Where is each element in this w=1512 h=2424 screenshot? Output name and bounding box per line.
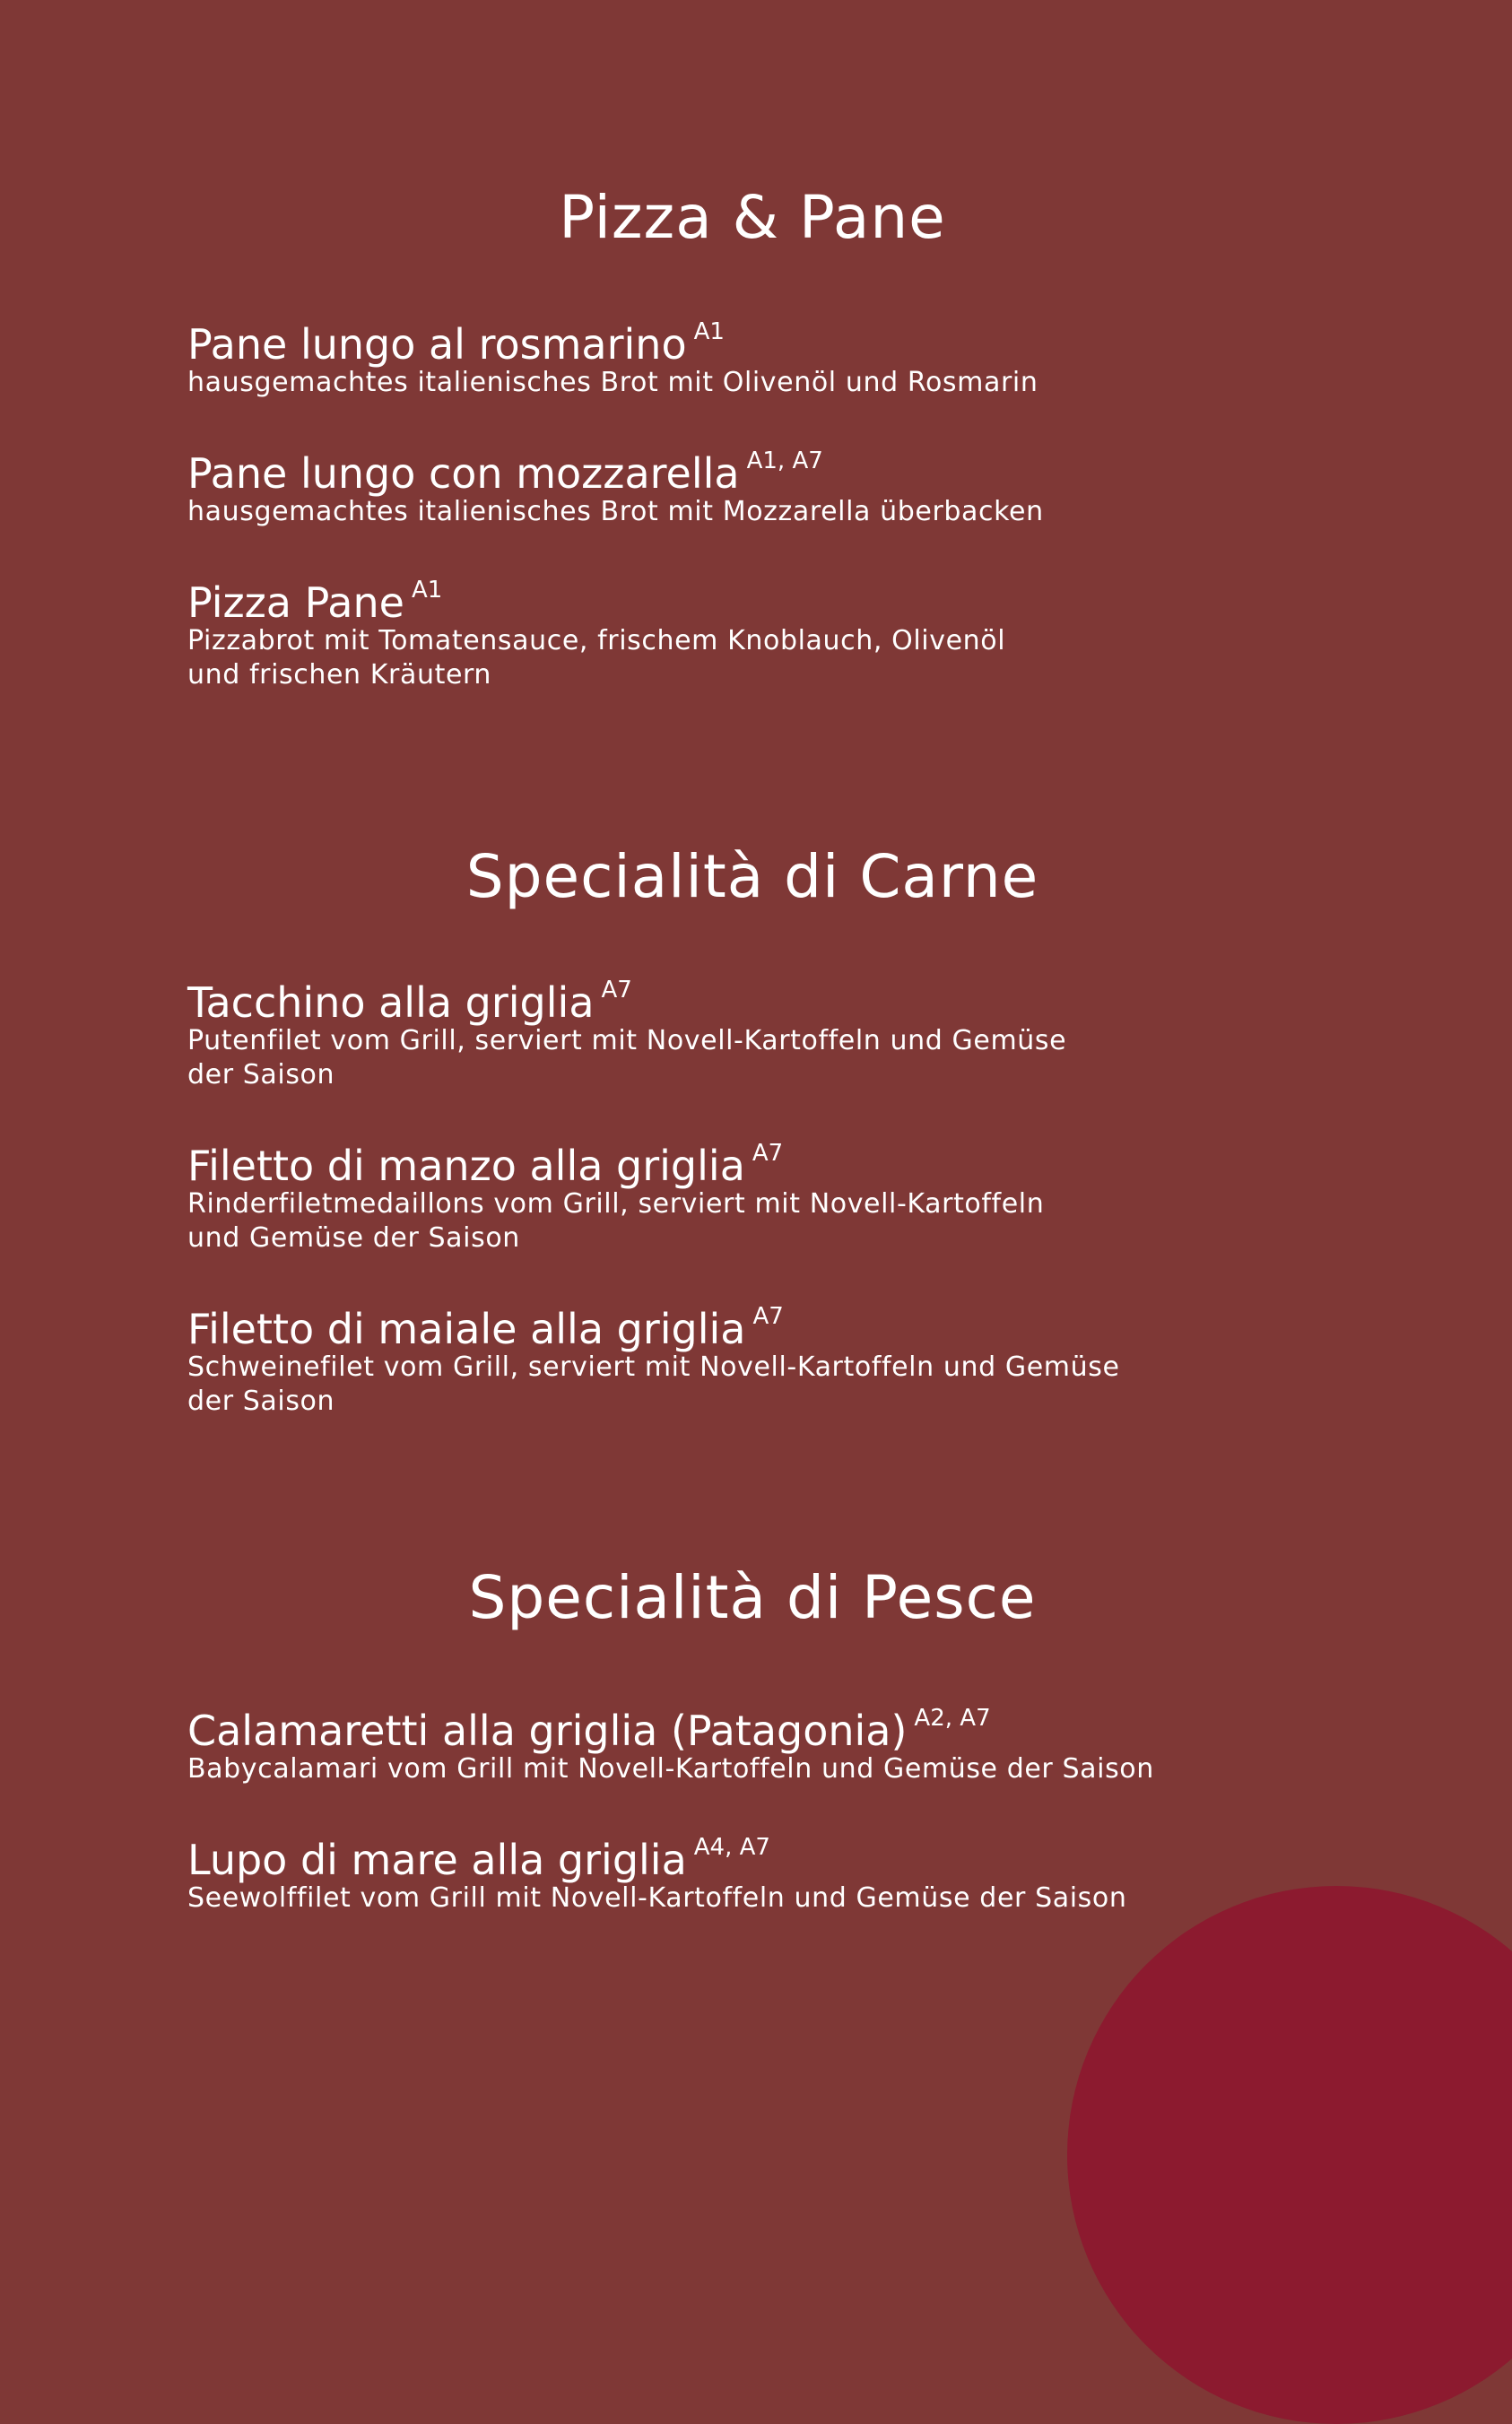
item-name-text: Pizza Pane (187, 578, 404, 627)
item-name-text: Pane lungo con mozzarella (187, 449, 740, 498)
item-description: Seewolffilet vom Grill mit Novell-Kartoffeln und Gemüse der Saison (187, 1882, 1127, 1915)
allergen-codes: A1, A7 (746, 447, 823, 474)
item-description: hausgemachtes italienisches Brot mit Olivenöl und Rosmarin (187, 367, 1038, 399)
section-title: Pizza & Pane (559, 183, 946, 252)
item-description: Schweinefilet vom Grill, serviert mit Novell-Kartoffeln und Gemüse (187, 1351, 1120, 1384)
item-description: Babycalamari vom Grill mit Novell-Kartoffeln und Gemüse der Saison (187, 1753, 1154, 1785)
item-description: der Saison (187, 1386, 335, 1418)
section-carne (187, 842, 1317, 911)
item-name-text: Tacchino alla griglia (187, 978, 595, 1027)
decorative-circle (1067, 1886, 1512, 2424)
section-pizza-pane (187, 183, 1317, 252)
item-description: und frischen Kräutern (187, 659, 492, 691)
item-name-text: Pane lungo al rosmarino (187, 320, 687, 369)
item-description: hausgemachtes italienisches Brot mit Mozzarella überbacken (187, 496, 1044, 528)
item-name-text: Filetto di manzo alla griglia (187, 1142, 745, 1190)
menu-item (187, 1833, 1317, 1916)
menu-item (187, 1302, 1317, 1419)
allergen-codes: A7 (752, 1139, 784, 1167)
allergen-codes: A7 (601, 976, 632, 1003)
menu-item (187, 1139, 1317, 1255)
item-name (187, 447, 1317, 498)
section-pesce (187, 1563, 1317, 1632)
item-name (187, 1302, 1317, 1353)
section-title: Specialità di Pesce (468, 1563, 1037, 1632)
section-title: Specialità di Carne (465, 842, 1039, 911)
item-description: und Gemüse der Saison (187, 1222, 520, 1255)
item-name (187, 317, 1317, 369)
item-name (187, 976, 1317, 1027)
menu-item (187, 1704, 1317, 1786)
menu-item (187, 976, 1317, 1092)
menu-item (187, 447, 1317, 529)
allergen-codes: A2, A7 (914, 1704, 991, 1732)
item-name (187, 1833, 1317, 1884)
item-description: Rinderfiletmedaillons vom Grill, serviert mit Novell-Kartoffeln (187, 1188, 1045, 1221)
item-name-text: Calamaretti alla griglia (Patagonia) (187, 1707, 908, 1755)
item-name-text: Filetto di maiale alla griglia (187, 1305, 746, 1353)
item-description: Pizzabrot mit Tomatensauce, frischem Knoblauch, Olivenöl (187, 625, 1006, 657)
allergen-codes: A1 (693, 317, 725, 345)
item-name (187, 576, 1317, 627)
item-name (187, 1139, 1317, 1190)
item-description: Putenfilet vom Grill, serviert mit Novell-Kartoffeln und Gemüse (187, 1025, 1067, 1057)
menu-item (187, 576, 1317, 692)
allergen-codes: A1 (411, 576, 443, 604)
allergen-codes: A4, A7 (693, 1833, 770, 1861)
item-name-text: Lupo di mare alla griglia (187, 1836, 687, 1884)
allergen-codes: A7 (752, 1302, 784, 1330)
item-description: der Saison (187, 1059, 335, 1091)
menu-item (187, 317, 1317, 400)
item-name (187, 1704, 1317, 1755)
